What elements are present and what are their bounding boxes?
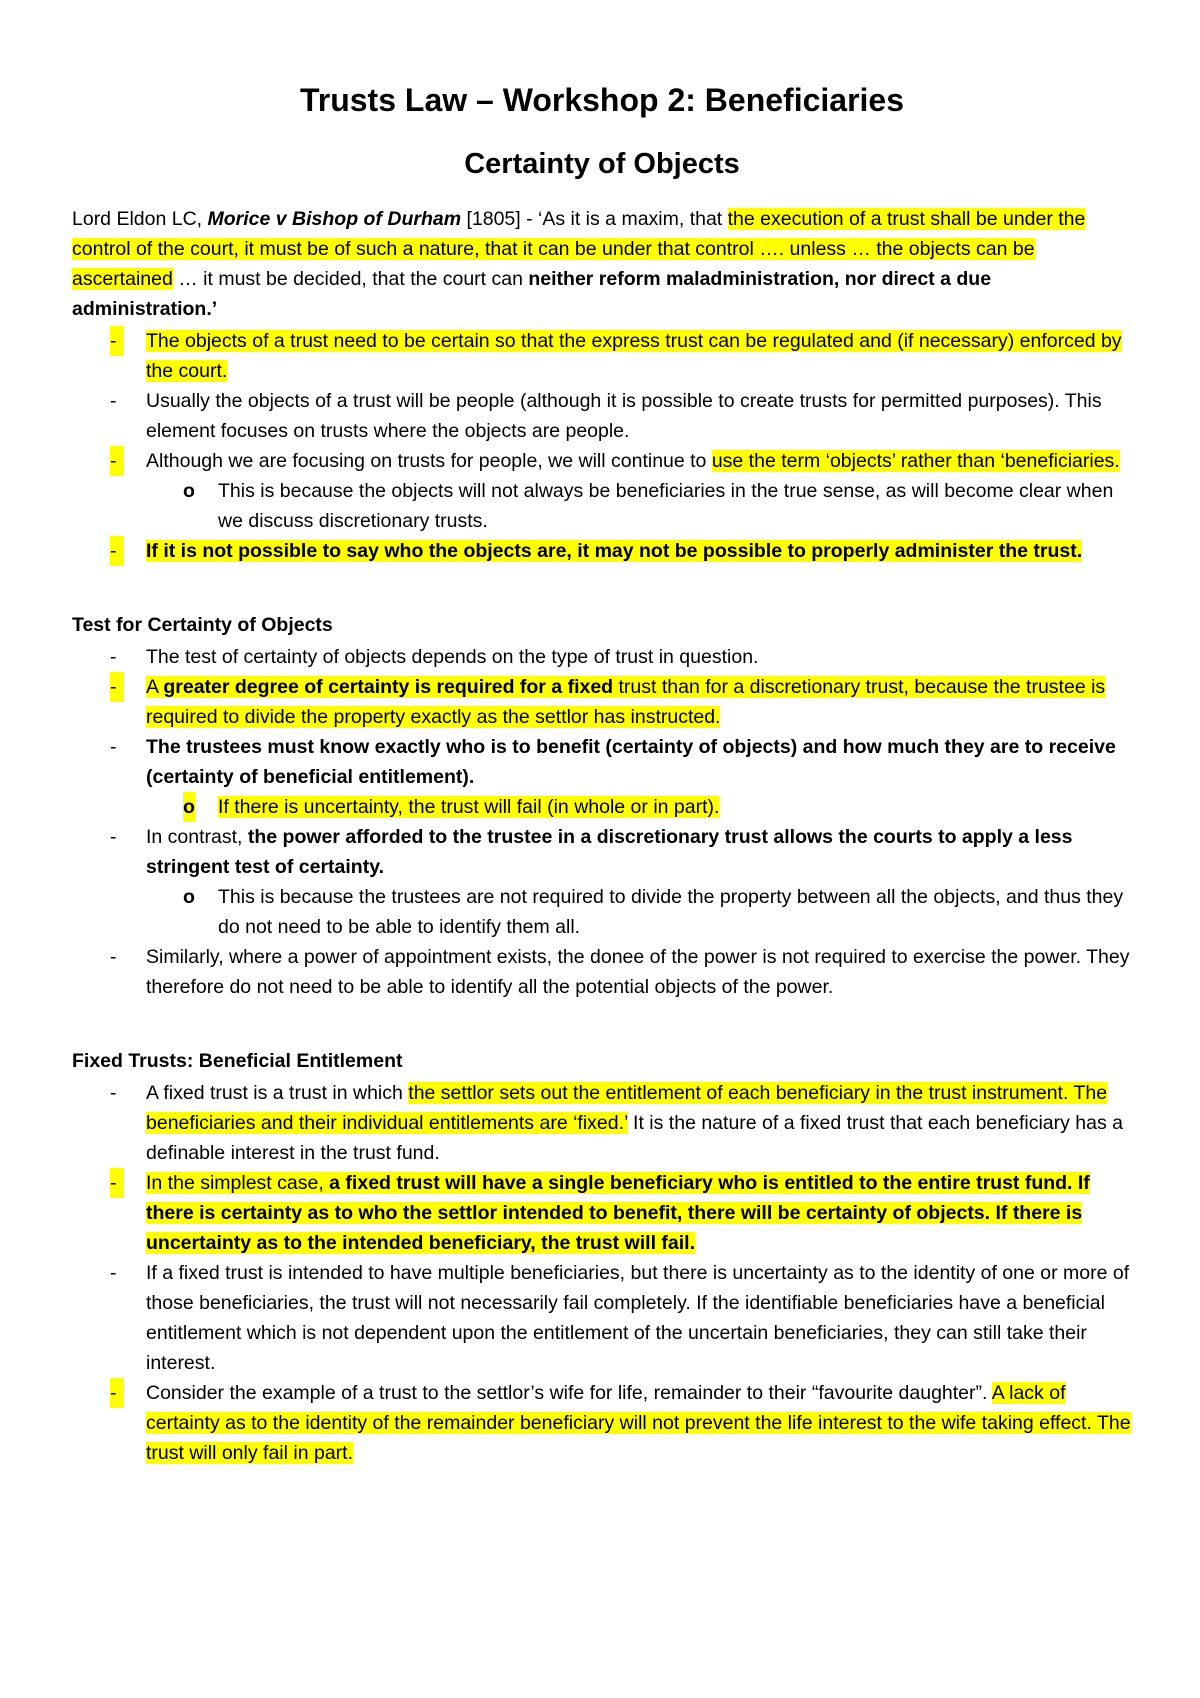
dash-marker: - [110,326,124,356]
list-item-text: Although we are focusing on trusts for people, we will continue to [146,450,712,472]
list-item-highlight: the settlor sets out the entitlement of each beneficiary in the trust instrument. The beneficiaries and their individual entitlements are ‘fixed.’ [146,1082,1108,1134]
list-item [72,642,1132,672]
list-item-text: If it is not possible to say who the objects are, it may not be possible to properly administer the trust. [146,540,1083,562]
dash-marker: - [110,826,117,848]
list-item [72,1378,1132,1468]
list-item-text: Similarly, where a power of appointment exists, the donee of the power is not required to exercise the power. They therefore do not need to be able to identify all the potential objects of the power. [146,946,1130,998]
circle-marker: o [183,886,195,908]
list-item-bold: a fixed trust will have a single beneficiary who is entitled to the entire trust fund. If there is certainty as to who the settlor intended to benefit, there will be certainty of objects. If there is uncertainty as to the intended beneficiary, the trust will fail. [146,1172,1090,1254]
dash-marker: - [110,1378,124,1408]
list-item [72,672,1132,732]
list-item-text: In contrast, [146,826,248,848]
dash-marker: - [110,1262,117,1284]
intro-paragraph [72,204,1132,324]
intro-text-3: … it must be decided, that the court can [172,268,529,290]
case-citation: Morice v Bishop of Durham [207,208,462,230]
list-item-text: It is the nature of a fixed trust that each beneficiary has a definable interest in the trust fund. [146,1112,1124,1164]
page-subtitle: Certainty of Objects [464,148,740,180]
page-title: Trusts Law – Workshop 2: Beneficiaries [299,82,905,118]
sub-list [146,882,1132,942]
list-item-text: The objects of a trust need to be certain so that the express trust can be regulated and (if necessary) enforced by the court. [146,330,1122,382]
dash-marker: - [110,736,117,758]
list-item-bold: The trustees must know exactly who is to benefit (certainty of objects) and how much they are to receive (certainty of beneficial entitlement). [146,736,1116,788]
list-item-bold: greater degree of certainty is required for a fixed [163,676,614,698]
dash-marker: - [110,946,117,968]
sub-item-text: This is because the objects will not always be beneficiaries in the true sense, as will become clear when we discuss discretionary trusts. [218,480,1114,532]
list-item [72,1258,1132,1378]
section-heading-fixed: Fixed Trusts: Beneficial Entitlement [72,1050,403,1072]
dash-marker: - [110,446,124,476]
circle-marker: o [183,792,195,822]
dash-marker: - [110,1082,117,1104]
dash-marker: - [110,1168,124,1198]
intro-highlight: the execution of a trust shall be under the control of the court, it must be of such a nature, that it can be under that control …. unless … the objects can be ascertained [72,208,1086,290]
intro-text-2: [1805] - ‘As it is a maxim, that [461,208,728,230]
list-item [72,536,1132,566]
circle-marker: o [183,480,195,502]
sub-list [146,792,1132,822]
intro-text-1: Lord Eldon LC, [72,208,208,230]
dash-marker: - [110,536,124,566]
list-item-highlight: use the term ‘objects’ rather than ‘beneficiaries. [711,450,1120,472]
sub-list-item [72,792,1132,822]
intro-list [72,326,1132,566]
list-item-text: The test of certainty of objects depends on the type of trust in question. [146,646,759,668]
list-item-bold: the power afforded to the trustee in a discretionary trust allows the courts to apply a less stringent test of certainty. [146,826,1073,878]
list-item-text: trust than for a discretionary trust, because the trustee is required to divide the property exactly as the settlor has instructed. [146,676,1106,728]
list-item-highlight: A lack of certainty as to the identity of the remainder beneficiary will not prevent the life interest to the wife taking effect. The trust will only fail in part. [146,1382,1131,1464]
dash-marker: - [110,390,117,412]
list-item-text: A [146,676,164,698]
fixed-list [72,1078,1132,1468]
test-list [72,642,1132,1002]
list-item [72,942,1132,1002]
sub-list [146,476,1132,536]
list-item-text: A fixed trust is a trust in which [146,1082,409,1104]
dash-marker: - [110,672,124,702]
dash-marker: - [110,646,117,668]
list-item [72,1078,1132,1168]
intro-bold: neither reform maladministration, nor direct a due administration.’ [72,268,992,320]
list-item-text: In the simplest case, [146,1172,330,1194]
list-item [72,446,1132,536]
sub-list-item [72,476,1132,536]
sub-item-text: This is because the trustees are not required to divide the property between all the objects, and thus they do not need to be able to identify them all. [218,886,1124,938]
list-item-text: If a fixed trust is intended to have multiple beneficiaries, but there is uncertainty as to the identity of one or more of those beneficiaries, the trust will not necessarily fail completely. If the identifiable beneficiaries have a beneficial entitlement which is not dependent upon the entitlement of the uncertain beneficiaries, they can still take their interest. [146,1262,1130,1374]
list-item-text: Usually the objects of a trust will be people (although it is possible to create trusts for permitted purposes). This element focuses on trusts where the objects are people. [146,390,1102,442]
list-item [72,326,1132,386]
list-item [72,386,1132,446]
list-item [72,1168,1132,1258]
section-heading-test: Test for Certainty of Objects [72,614,333,636]
list-item [72,822,1132,942]
sub-item-text: If there is uncertainty, the trust will fail (in whole or in part). [218,796,720,818]
sub-list-item [72,882,1132,942]
list-item-text: Consider the example of a trust to the settlor’s wife for life, remainder to their “favourite daughter”. [146,1382,988,1404]
list-item [72,732,1132,822]
